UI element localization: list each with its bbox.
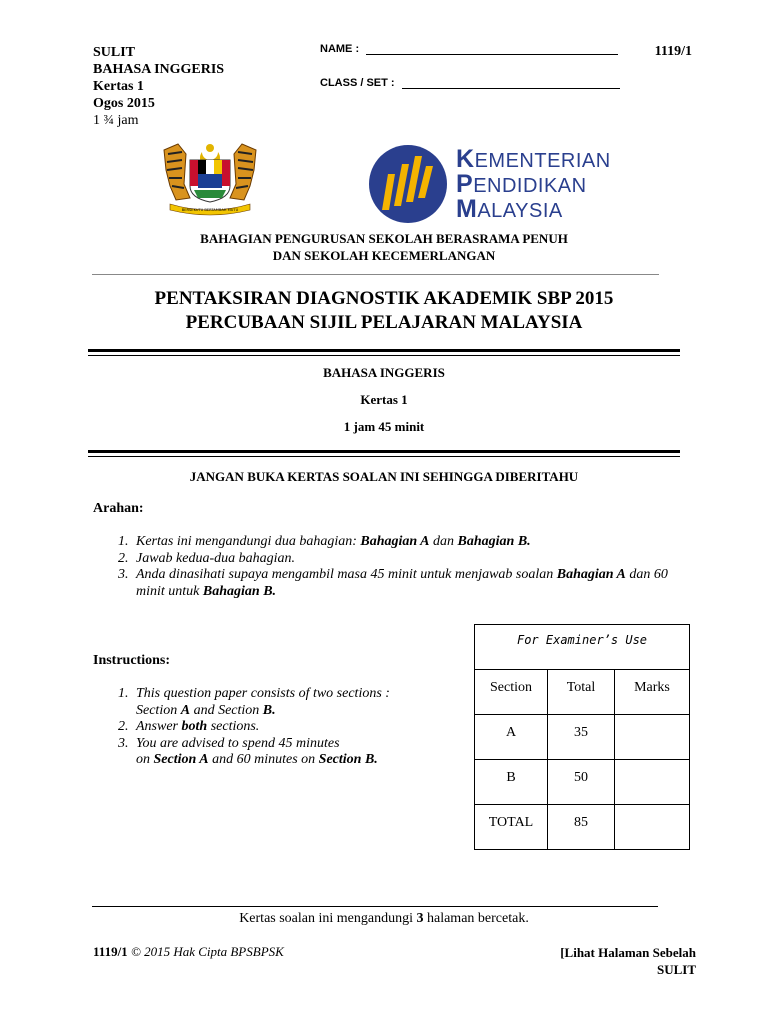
instructions-heading: Instructions: bbox=[93, 653, 171, 668]
divider bbox=[88, 456, 680, 457]
divider bbox=[88, 355, 680, 356]
name-blank[interactable] bbox=[366, 54, 618, 55]
marks-cell[interactable] bbox=[615, 760, 690, 805]
list-item: 2. Jawab kedua-dua bahagian. bbox=[132, 551, 682, 568]
list-item: 3. Anda dinasihati supaya mengambil masa 45 minit untuk menjawab soalan Bahagian A dan 60 minit untuk Bahagian B. bbox=[132, 567, 682, 600]
class-label: CLASS / SET : bbox=[320, 77, 395, 89]
marks-cell[interactable] bbox=[615, 805, 690, 850]
divider bbox=[92, 274, 659, 275]
section-cell: TOTAL bbox=[475, 805, 548, 850]
footer-divider bbox=[92, 906, 658, 907]
header-info bbox=[93, 44, 224, 129]
exam-title: PENTAKSIRAN DIAGNOSTIK AKADEMIK SBP 2015 PERCUBAAN SIJIL PELAJARAN MALAYSIA bbox=[154, 288, 614, 333]
total-cell: 35 bbox=[548, 715, 615, 760]
list-item: 1. Kertas ini mengandungi dua bahagian: Bahagian A dan Bahagian B. bbox=[132, 534, 682, 551]
arahan-list bbox=[92, 534, 682, 600]
coat-of-arms-icon bbox=[160, 140, 260, 216]
instructions-list bbox=[92, 686, 432, 769]
name-label: NAME : bbox=[320, 43, 360, 55]
kpm-wordmark: KEMENTERIAN PENDIDIKAN MALAYSIA bbox=[456, 145, 611, 223]
footer-right bbox=[560, 944, 696, 978]
footer-classification: SULIT bbox=[656, 962, 696, 977]
subject-label: BAHASA INGGERIS bbox=[93, 62, 225, 77]
column-header: Total bbox=[548, 670, 615, 715]
footer-copyright: 1119/1 © 2015 Hak Cipta BPSBPSK bbox=[93, 944, 284, 959]
marks-cell[interactable] bbox=[615, 715, 690, 760]
divider bbox=[88, 450, 680, 453]
table-row bbox=[475, 805, 690, 850]
examiner-table bbox=[474, 624, 690, 850]
duration-label: 1 ¾ jam bbox=[93, 113, 139, 128]
malaysia-crest bbox=[160, 140, 260, 216]
page-count-note: Kertas soalan ini mengandungi 3 halaman bercetak. bbox=[239, 911, 529, 926]
list-item: 1. This question paper consists of two sections : Section A and Section B. bbox=[132, 686, 432, 719]
name-field[interactable] bbox=[320, 43, 618, 55]
table-row bbox=[475, 760, 690, 805]
examiner-table-title: For Examiner’s Use bbox=[475, 625, 690, 670]
table-row bbox=[475, 715, 690, 760]
kpm-emblem-icon bbox=[368, 144, 448, 224]
arahan-heading: Arahan: bbox=[93, 501, 144, 516]
kpm-logo bbox=[368, 144, 448, 224]
class-field[interactable] bbox=[320, 77, 620, 89]
crest-motto: BERSEKUTU BERTAMBAH MUTU bbox=[181, 208, 239, 212]
section-cell: B bbox=[475, 760, 548, 805]
list-item: 2. Answer both sections. bbox=[132, 719, 432, 736]
divider bbox=[88, 349, 680, 352]
division-heading: BAHAGIAN PENGURUSAN SEKOLAH BERASRAMA PENUH DAN SEKOLAH KECEMERLANGAN bbox=[200, 231, 568, 263]
subject-block: BAHASA INGGERIS Kertas 1 1 jam 45 minit bbox=[323, 365, 445, 434]
total-cell: 50 bbox=[548, 760, 615, 805]
paper-label: Kertas 1 bbox=[93, 79, 144, 94]
classification-label: SULIT bbox=[93, 45, 136, 60]
column-header: Section bbox=[475, 670, 548, 715]
class-blank[interactable] bbox=[402, 88, 620, 89]
total-cell: 85 bbox=[548, 805, 615, 850]
next-page-note: [Lihat Halaman Sebelah bbox=[560, 945, 696, 960]
warning-text: JANGAN BUKA KERTAS SOALAN INI SEHINGGA DIBERITAHU bbox=[189, 469, 579, 484]
paper-code: 1119/1 bbox=[654, 44, 692, 59]
date-label: Ogos 2015 bbox=[93, 96, 155, 111]
column-header: Marks bbox=[615, 670, 690, 715]
list-item: 3. You are advised to spend 45 minutes on Section A and 60 minutes on Section B. bbox=[132, 736, 432, 769]
section-cell: A bbox=[475, 715, 548, 760]
